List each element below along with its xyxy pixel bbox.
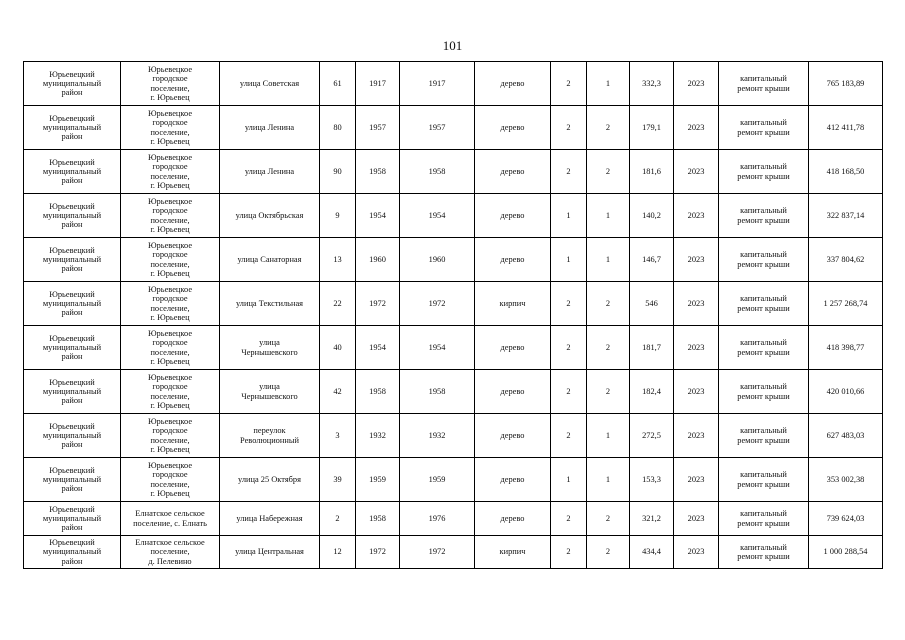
- table-row: [24, 326, 883, 370]
- area-cell: 146,7: [630, 238, 674, 282]
- table-row: [24, 238, 883, 282]
- floors-cell: 2: [551, 282, 587, 326]
- commissioning-year-cell: 1960: [400, 238, 475, 282]
- floors-cell: 2: [551, 150, 587, 194]
- wall-material-cell: кирпич: [475, 282, 551, 326]
- entrances-cell: 2: [587, 106, 630, 150]
- house-number-cell: 13: [320, 238, 356, 282]
- table-row: [24, 502, 883, 536]
- year-cell: 2023: [674, 194, 719, 238]
- commissioning-year-cell: 1954: [400, 326, 475, 370]
- settlement-cell: Юрьевецкое городское поселение, г. Юрьевец: [121, 106, 220, 150]
- area-cell: 546: [630, 282, 674, 326]
- floors-cell: 2: [551, 326, 587, 370]
- area-cell: 434,4: [630, 536, 674, 569]
- street-cell: улица Чернышевского: [220, 326, 320, 370]
- wall-material-cell: дерево: [475, 370, 551, 414]
- entrances-cell: 2: [587, 370, 630, 414]
- cost-cell: 322 837,14: [809, 194, 883, 238]
- work-type-cell: капитальный ремонт крыши: [719, 62, 809, 106]
- house-number-cell: 90: [320, 150, 356, 194]
- street-cell: улица Санаторная: [220, 238, 320, 282]
- house-number-cell: 61: [320, 62, 356, 106]
- house-number-cell: 42: [320, 370, 356, 414]
- floors-cell: 1: [551, 458, 587, 502]
- entrances-cell: 2: [587, 502, 630, 536]
- wall-material-cell: дерево: [475, 62, 551, 106]
- house-number-cell: 12: [320, 536, 356, 569]
- street-cell: переулок Революционный: [220, 414, 320, 458]
- work-type-cell: капитальный ремонт крыши: [719, 282, 809, 326]
- floors-cell: 2: [551, 414, 587, 458]
- entrances-cell: 2: [587, 150, 630, 194]
- construction-year-cell: 1958: [356, 150, 400, 194]
- table-row: [24, 282, 883, 326]
- work-type-cell: капитальный ремонт крыши: [719, 370, 809, 414]
- settlement-cell: Юрьевецкое городское поселение, г. Юрьевец: [121, 370, 220, 414]
- house-number-cell: 39: [320, 458, 356, 502]
- year-cell: 2023: [674, 106, 719, 150]
- work-type-cell: капитальный ремонт крыши: [719, 238, 809, 282]
- street-cell: улица Центральная: [220, 536, 320, 569]
- year-cell: 2023: [674, 370, 719, 414]
- cost-cell: 627 483,03: [809, 414, 883, 458]
- entrances-cell: 1: [587, 62, 630, 106]
- table-row: [24, 414, 883, 458]
- municipal-district-cell: Юрьевецкий муниципальный район: [24, 282, 121, 326]
- settlement-cell: Елнатское сельское поселение, с. Елнать: [121, 502, 220, 536]
- street-cell: улица Советская: [220, 62, 320, 106]
- settlement-cell: Юрьевецкое городское поселение, г. Юрьевец: [121, 282, 220, 326]
- settlement-cell: Юрьевецкое городское поселение, г. Юрьевец: [121, 326, 220, 370]
- municipal-district-cell: Юрьевецкий муниципальный район: [24, 370, 121, 414]
- floors-cell: 2: [551, 536, 587, 569]
- cost-cell: 765 183,89: [809, 62, 883, 106]
- municipal-district-cell: Юрьевецкий муниципальный район: [24, 150, 121, 194]
- year-cell: 2023: [674, 62, 719, 106]
- work-type-cell: капитальный ремонт крыши: [719, 502, 809, 536]
- housing-register-table: [23, 61, 883, 569]
- cost-cell: 739 624,03: [809, 502, 883, 536]
- wall-material-cell: дерево: [475, 326, 551, 370]
- house-number-cell: 40: [320, 326, 356, 370]
- municipal-district-cell: Юрьевецкий муниципальный район: [24, 458, 121, 502]
- municipal-district-cell: Юрьевецкий муниципальный район: [24, 502, 121, 536]
- street-cell: улица Ленина: [220, 150, 320, 194]
- construction-year-cell: 1954: [356, 194, 400, 238]
- construction-year-cell: 1972: [356, 282, 400, 326]
- settlement-cell: Юрьевецкое городское поселение, г. Юрьевец: [121, 150, 220, 194]
- work-type-cell: капитальный ремонт крыши: [719, 150, 809, 194]
- table-row: [24, 536, 883, 569]
- year-cell: 2023: [674, 502, 719, 536]
- municipal-district-cell: Юрьевецкий муниципальный район: [24, 536, 121, 569]
- house-number-cell: 3: [320, 414, 356, 458]
- floors-cell: 2: [551, 106, 587, 150]
- table-row: [24, 194, 883, 238]
- settlement-cell: Юрьевецкое городское поселение, г. Юрьевец: [121, 62, 220, 106]
- floors-cell: 2: [551, 62, 587, 106]
- floors-cell: 2: [551, 502, 587, 536]
- settlement-cell: Елнатское сельское поселение, д. Пелевино: [121, 536, 220, 569]
- commissioning-year-cell: 1976: [400, 502, 475, 536]
- street-cell: улица Набережная: [220, 502, 320, 536]
- wall-material-cell: дерево: [475, 106, 551, 150]
- area-cell: 321,2: [630, 502, 674, 536]
- construction-year-cell: 1960: [356, 238, 400, 282]
- settlement-cell: Юрьевецкое городское поселение, г. Юрьевец: [121, 238, 220, 282]
- municipal-district-cell: Юрьевецкий муниципальный район: [24, 326, 121, 370]
- house-number-cell: 80: [320, 106, 356, 150]
- year-cell: 2023: [674, 536, 719, 569]
- floors-cell: 1: [551, 194, 587, 238]
- area-cell: 140,2: [630, 194, 674, 238]
- work-type-cell: капитальный ремонт крыши: [719, 414, 809, 458]
- commissioning-year-cell: 1958: [400, 150, 475, 194]
- municipal-district-cell: Юрьевецкий муниципальный район: [24, 238, 121, 282]
- commissioning-year-cell: 1959: [400, 458, 475, 502]
- work-type-cell: капитальный ремонт крыши: [719, 106, 809, 150]
- street-cell: улица 25 Октября: [220, 458, 320, 502]
- house-number-cell: 22: [320, 282, 356, 326]
- area-cell: 179,1: [630, 106, 674, 150]
- cost-cell: 337 804,62: [809, 238, 883, 282]
- street-cell: улица Текстильная: [220, 282, 320, 326]
- cost-cell: 418 398,77: [809, 326, 883, 370]
- construction-year-cell: 1957: [356, 106, 400, 150]
- cost-cell: 1 257 268,74: [809, 282, 883, 326]
- commissioning-year-cell: 1957: [400, 106, 475, 150]
- year-cell: 2023: [674, 326, 719, 370]
- entrances-cell: 2: [587, 282, 630, 326]
- municipal-district-cell: Юрьевецкий муниципальный район: [24, 194, 121, 238]
- year-cell: 2023: [674, 238, 719, 282]
- area-cell: 153,3: [630, 458, 674, 502]
- year-cell: 2023: [674, 282, 719, 326]
- commissioning-year-cell: 1958: [400, 370, 475, 414]
- house-number-cell: 2: [320, 502, 356, 536]
- wall-material-cell: дерево: [475, 458, 551, 502]
- commissioning-year-cell: 1972: [400, 282, 475, 326]
- year-cell: 2023: [674, 414, 719, 458]
- cost-cell: 420 010,66: [809, 370, 883, 414]
- construction-year-cell: 1958: [356, 502, 400, 536]
- work-type-cell: капитальный ремонт крыши: [719, 458, 809, 502]
- cost-cell: 353 002,38: [809, 458, 883, 502]
- cost-cell: 412 411,78: [809, 106, 883, 150]
- street-cell: улица Ленина: [220, 106, 320, 150]
- area-cell: 181,6: [630, 150, 674, 194]
- area-cell: 181,7: [630, 326, 674, 370]
- construction-year-cell: 1917: [356, 62, 400, 106]
- construction-year-cell: 1958: [356, 370, 400, 414]
- table-row: [24, 106, 883, 150]
- cost-cell: 418 168,50: [809, 150, 883, 194]
- entrances-cell: 1: [587, 458, 630, 502]
- municipal-district-cell: Юрьевецкий муниципальный район: [24, 106, 121, 150]
- construction-year-cell: 1954: [356, 326, 400, 370]
- house-number-cell: 9: [320, 194, 356, 238]
- floors-cell: 1: [551, 238, 587, 282]
- settlement-cell: Юрьевецкое городское поселение, г. Юрьевец: [121, 194, 220, 238]
- municipal-district-cell: Юрьевецкий муниципальный район: [24, 62, 121, 106]
- wall-material-cell: дерево: [475, 502, 551, 536]
- wall-material-cell: кирпич: [475, 536, 551, 569]
- commissioning-year-cell: 1917: [400, 62, 475, 106]
- table-row: [24, 458, 883, 502]
- area-cell: 182,4: [630, 370, 674, 414]
- entrances-cell: 2: [587, 326, 630, 370]
- commissioning-year-cell: 1932: [400, 414, 475, 458]
- commissioning-year-cell: 1972: [400, 536, 475, 569]
- area-cell: 332,3: [630, 62, 674, 106]
- entrances-cell: 1: [587, 238, 630, 282]
- street-cell: улица Октябрьская: [220, 194, 320, 238]
- municipal-district-cell: Юрьевецкий муниципальный район: [24, 414, 121, 458]
- entrances-cell: 1: [587, 194, 630, 238]
- settlement-cell: Юрьевецкое городское поселение, г. Юрьевец: [121, 458, 220, 502]
- area-cell: 272,5: [630, 414, 674, 458]
- table-row: [24, 150, 883, 194]
- page-number: 101: [442, 38, 463, 53]
- cost-cell: 1 000 288,54: [809, 536, 883, 569]
- construction-year-cell: 1972: [356, 536, 400, 569]
- work-type-cell: капитальный ремонт крыши: [719, 536, 809, 569]
- floors-cell: 2: [551, 370, 587, 414]
- year-cell: 2023: [674, 458, 719, 502]
- street-cell: улица Чернышевского: [220, 370, 320, 414]
- year-cell: 2023: [674, 150, 719, 194]
- construction-year-cell: 1932: [356, 414, 400, 458]
- table-row: [24, 62, 883, 106]
- work-type-cell: капитальный ремонт крыши: [719, 326, 809, 370]
- entrances-cell: 2: [587, 536, 630, 569]
- entrances-cell: 1: [587, 414, 630, 458]
- wall-material-cell: дерево: [475, 414, 551, 458]
- wall-material-cell: дерево: [475, 238, 551, 282]
- wall-material-cell: дерево: [475, 194, 551, 238]
- commissioning-year-cell: 1954: [400, 194, 475, 238]
- construction-year-cell: 1959: [356, 458, 400, 502]
- wall-material-cell: дерево: [475, 150, 551, 194]
- work-type-cell: капитальный ремонт крыши: [719, 194, 809, 238]
- settlement-cell: Юрьевецкое городское поселение, г. Юрьевец: [121, 414, 220, 458]
- table-row: [24, 370, 883, 414]
